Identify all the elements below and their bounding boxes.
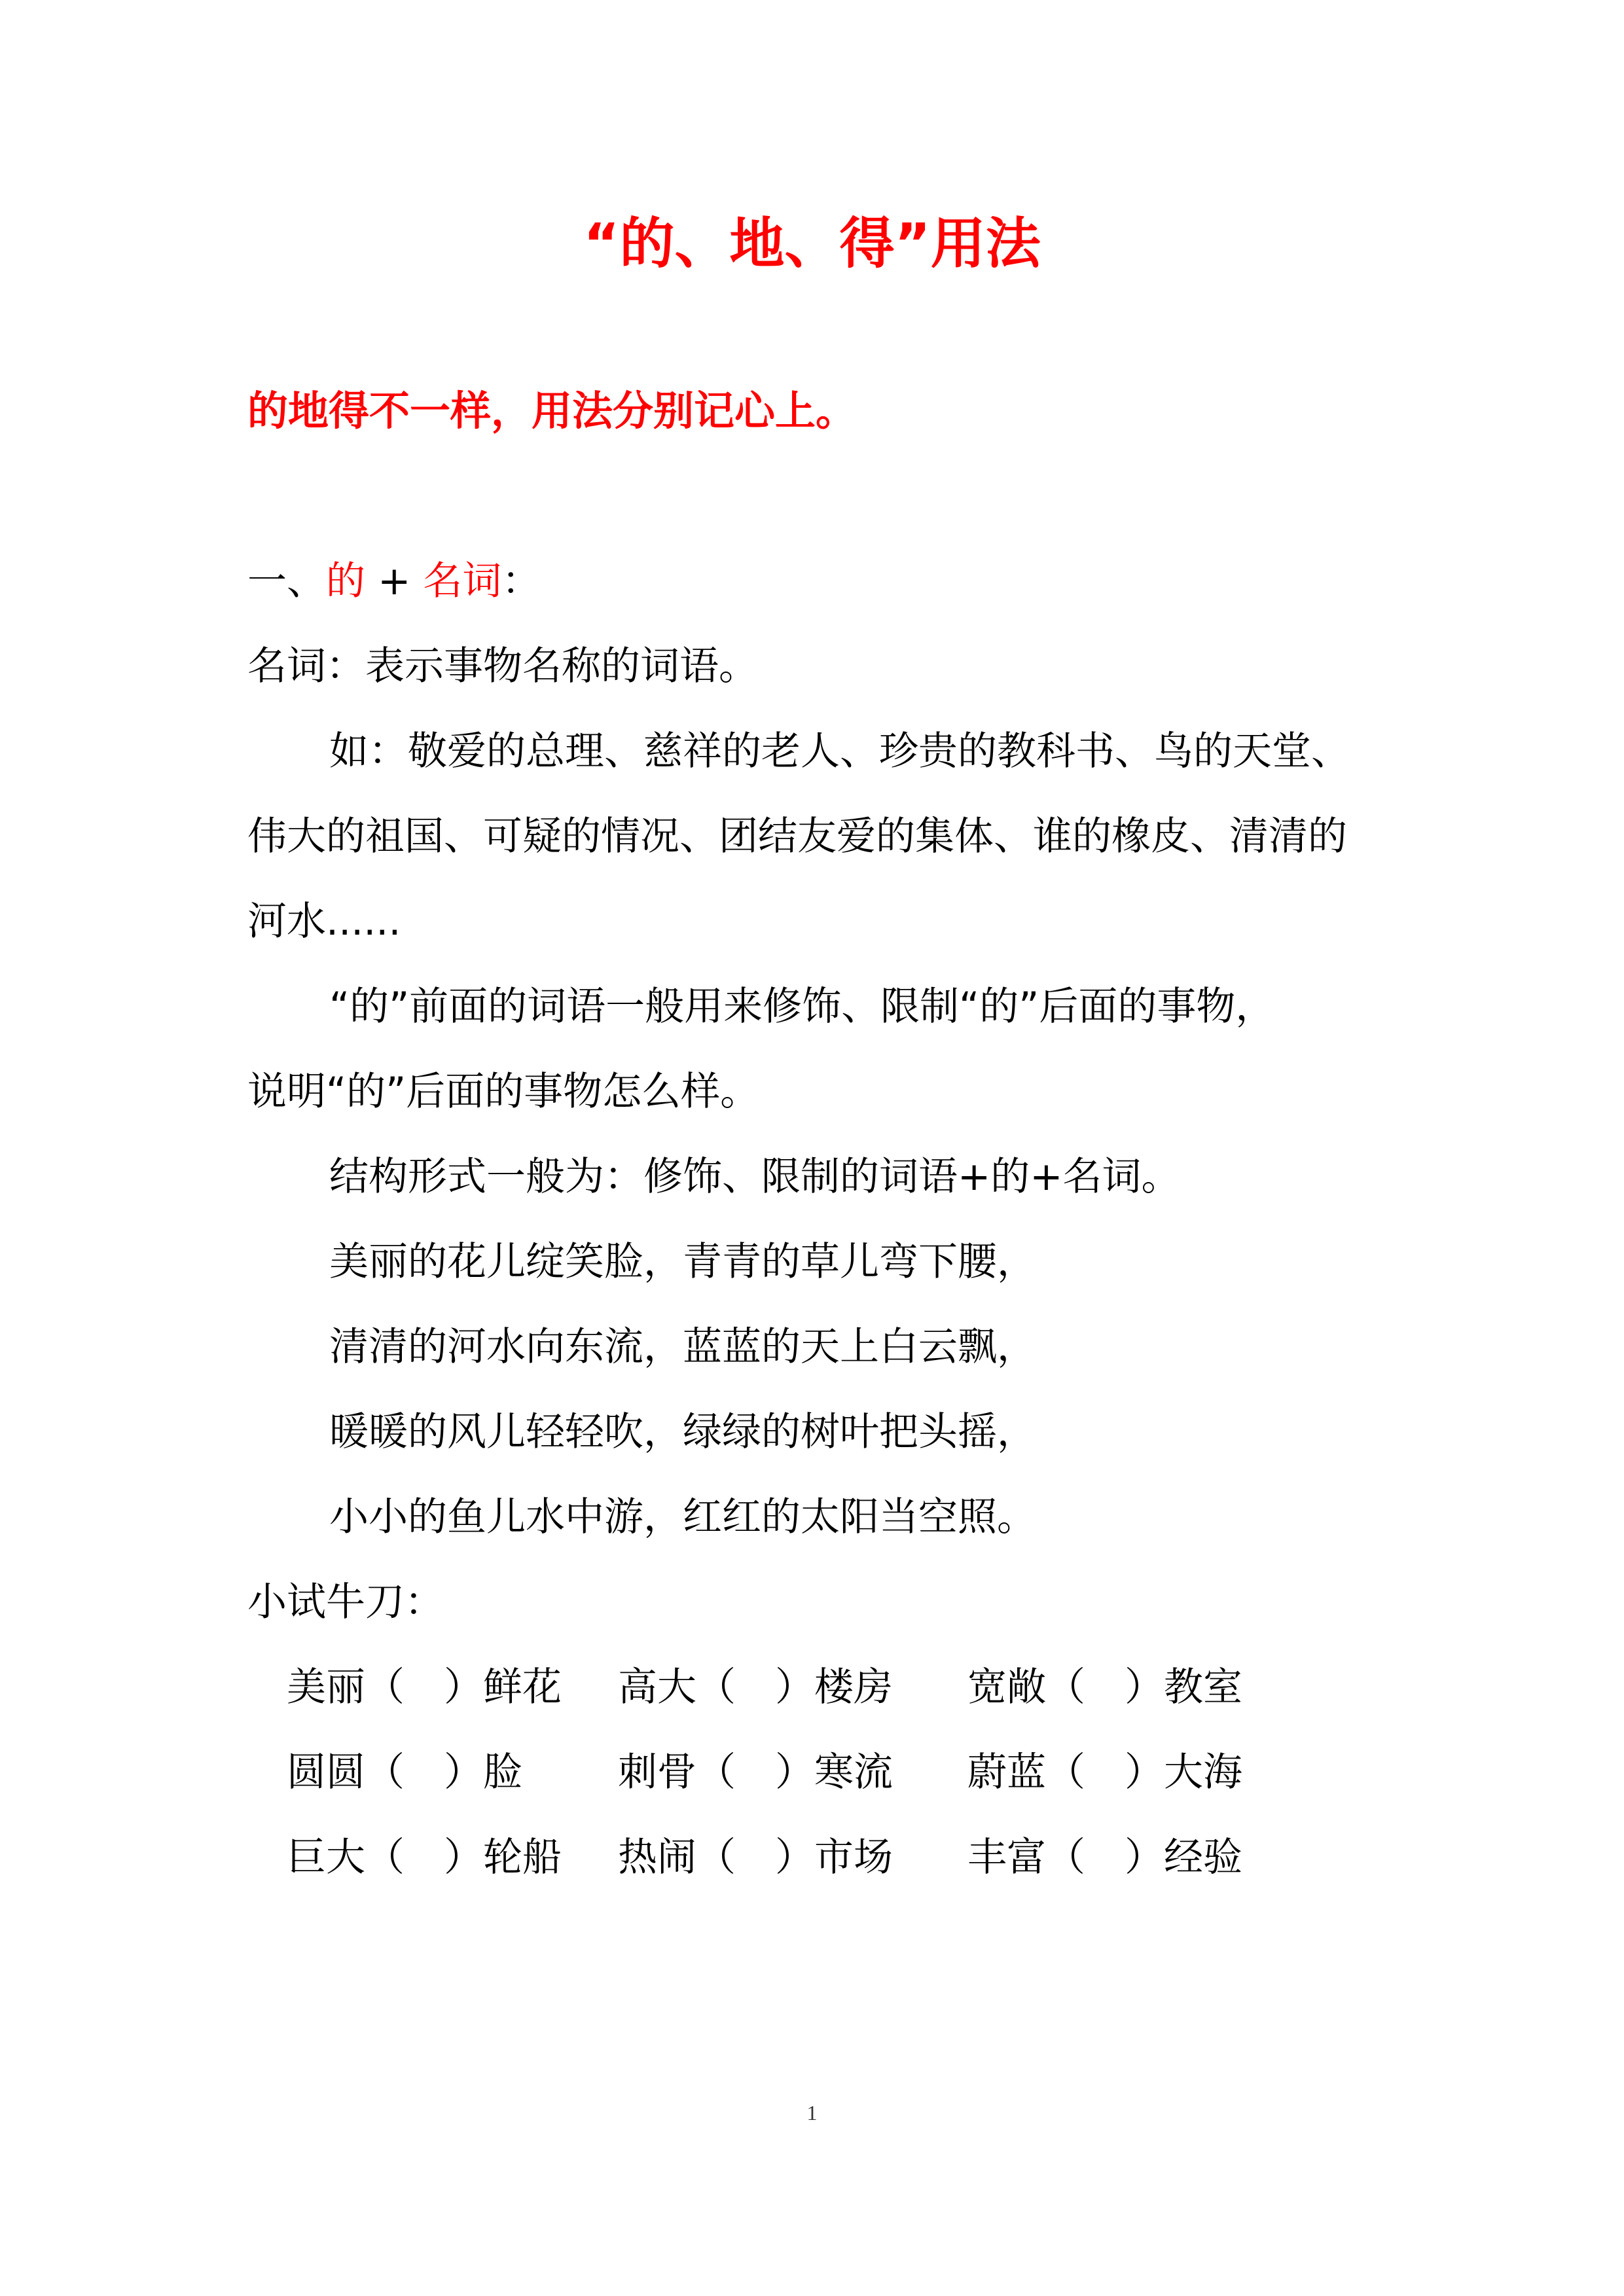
poem-line-3: 暖暖的风儿轻轻吹，绿绿的树叶把头摇， bbox=[329, 1409, 1036, 1455]
exercise-blank[interactable]: 蔚蓝（ ）大海 bbox=[967, 1749, 1242, 1795]
section-noun: 名词 bbox=[423, 558, 502, 604]
example-line-3: 河水...... bbox=[247, 899, 401, 944]
noun-definition: 名词：表示事物名称的词语。 bbox=[247, 643, 758, 689]
mnemonic-subtitle: 的地得不一样，用法分别记心上。 bbox=[247, 387, 857, 435]
exercise-blank[interactable]: 丰富（ ）经验 bbox=[967, 1835, 1242, 1880]
exercise-blank[interactable]: 巨大（ ）轮船 bbox=[287, 1835, 562, 1880]
poem-line-2: 清清的河水向东流，蓝蓝的天上白云飘， bbox=[329, 1324, 1036, 1370]
exercise-blank[interactable]: 热闹（ ）市场 bbox=[618, 1835, 893, 1880]
exercise-blank[interactable]: 圆圆（ ）脸 bbox=[287, 1749, 522, 1795]
exercise-blank[interactable]: 高大（ ）楼房 bbox=[618, 1664, 893, 1710]
section-number: 一、 bbox=[247, 558, 326, 604]
exercise-blank[interactable]: 宽敞（ ）教室 bbox=[967, 1664, 1242, 1710]
section-heading bbox=[247, 558, 541, 604]
section-de: 的 bbox=[326, 558, 365, 604]
example-line-1: 如：敬爱的总理、慈祥的老人、珍贵的教科书、鸟的天堂、 bbox=[329, 728, 1350, 774]
structure-rule: 结构形式一般为：修饰、限制的词语+的+名词。 bbox=[329, 1154, 1181, 1200]
poem-line-4: 小小的鱼儿水中游，红红的太阳当空照。 bbox=[329, 1494, 1036, 1540]
exercise-blank[interactable]: 美丽（ ）鲜花 bbox=[287, 1664, 562, 1710]
poem-line-1: 美丽的花儿绽笑脸，青青的草儿弯下腰， bbox=[329, 1239, 1036, 1285]
example-line-2: 伟大的祖国、可疑的情况、团结友爱的集体、谁的橡皮、清清的 bbox=[247, 814, 1347, 859]
exercise-blank[interactable]: 刺骨（ ）寒流 bbox=[618, 1749, 893, 1795]
practice-title: 小试牛刀： bbox=[247, 1579, 444, 1625]
page-number: 1 bbox=[806, 2101, 818, 2125]
page-title: “的、地、得”用法 bbox=[583, 211, 1041, 276]
explanation-line-1: “的”前面的词语一般用来修饰、限制“的”后面的事物， bbox=[329, 984, 1275, 1030]
section-colon: ： bbox=[501, 558, 541, 604]
explanation-line-2: 说明“的”后面的事物怎么样。 bbox=[247, 1069, 760, 1115]
section-plus: + bbox=[365, 558, 424, 604]
